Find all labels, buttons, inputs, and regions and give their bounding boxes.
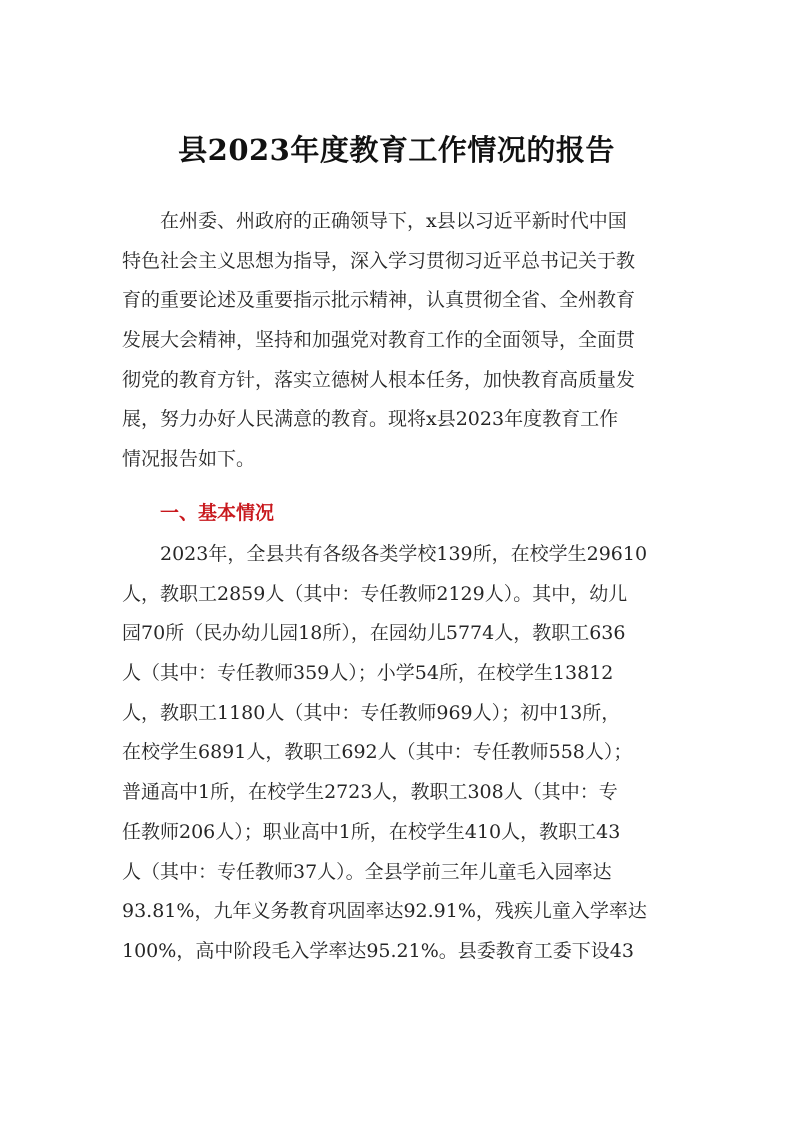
intro-line: 展，努力办好人民满意的教育。现将x县2023年度教育工作 [122,408,619,431]
section-heading-basic-situation: 一、基本情况 [160,502,275,524]
document-title: 县2023年度教育工作情况的报告 [178,133,615,167]
stats-line: 人（其中：专任教师37人）。全县学前三年儿童毛入园率达 [122,860,612,883]
stats-line: 93.81%，九年义务教育巩固率达92.91%，残疾儿童入学率达 [122,900,647,923]
intro-line: 情况报告如下。 [122,448,256,471]
stats-line: 普通高中1所，在校学生2723人，教职工308人（其中：专 [122,781,618,804]
intro-line: 发展大会精神，坚持和加强党对教育工作的全面领导，全面贯 [122,329,636,352]
stats-line: 任教师206人）；职业高中1所，在校学生410人，教职工43 [122,820,621,843]
stats-line: 在校学生6891人，教职工692人（其中：专任教师558人）； [122,741,633,764]
stats-line: 人，教职工1180人（其中：专任教师969人）；初中13所， [122,701,621,724]
stats-line: 2023年，全县共有各级各类学校139所，在校学生29610 [160,543,648,565]
stats-line: 园70所（民办幼儿园18所），在园幼儿5774人，教职工636 [122,622,626,645]
intro-line: 彻党的教育方针，落实立德树人根本任务，加快教育高质量发 [122,368,636,391]
statistics-paragraph [122,535,678,972]
intro-paragraph [122,202,678,480]
section-heading-block [122,494,678,534]
stats-line: 人，教职工2859人（其中：专任教师2129人）。其中，幼儿 [122,582,628,605]
intro-line: 育的重要论述及重要指示批示精神，认真贯彻全省、全州教育 [122,289,636,312]
intro-line: 在州委、州政府的正确领导下，x县以习近平新时代中国 [160,210,627,232]
intro-line: 特色社会主义思想为指导，深入学习贯彻习近平总书记关于教 [122,249,636,272]
stats-line: 人（其中：专任教师359人）；小学54所，在校学生13812 [122,662,614,685]
stats-line: 100%，高中阶段毛入学率达95.21%。县委教育工委下设43 [122,939,634,962]
